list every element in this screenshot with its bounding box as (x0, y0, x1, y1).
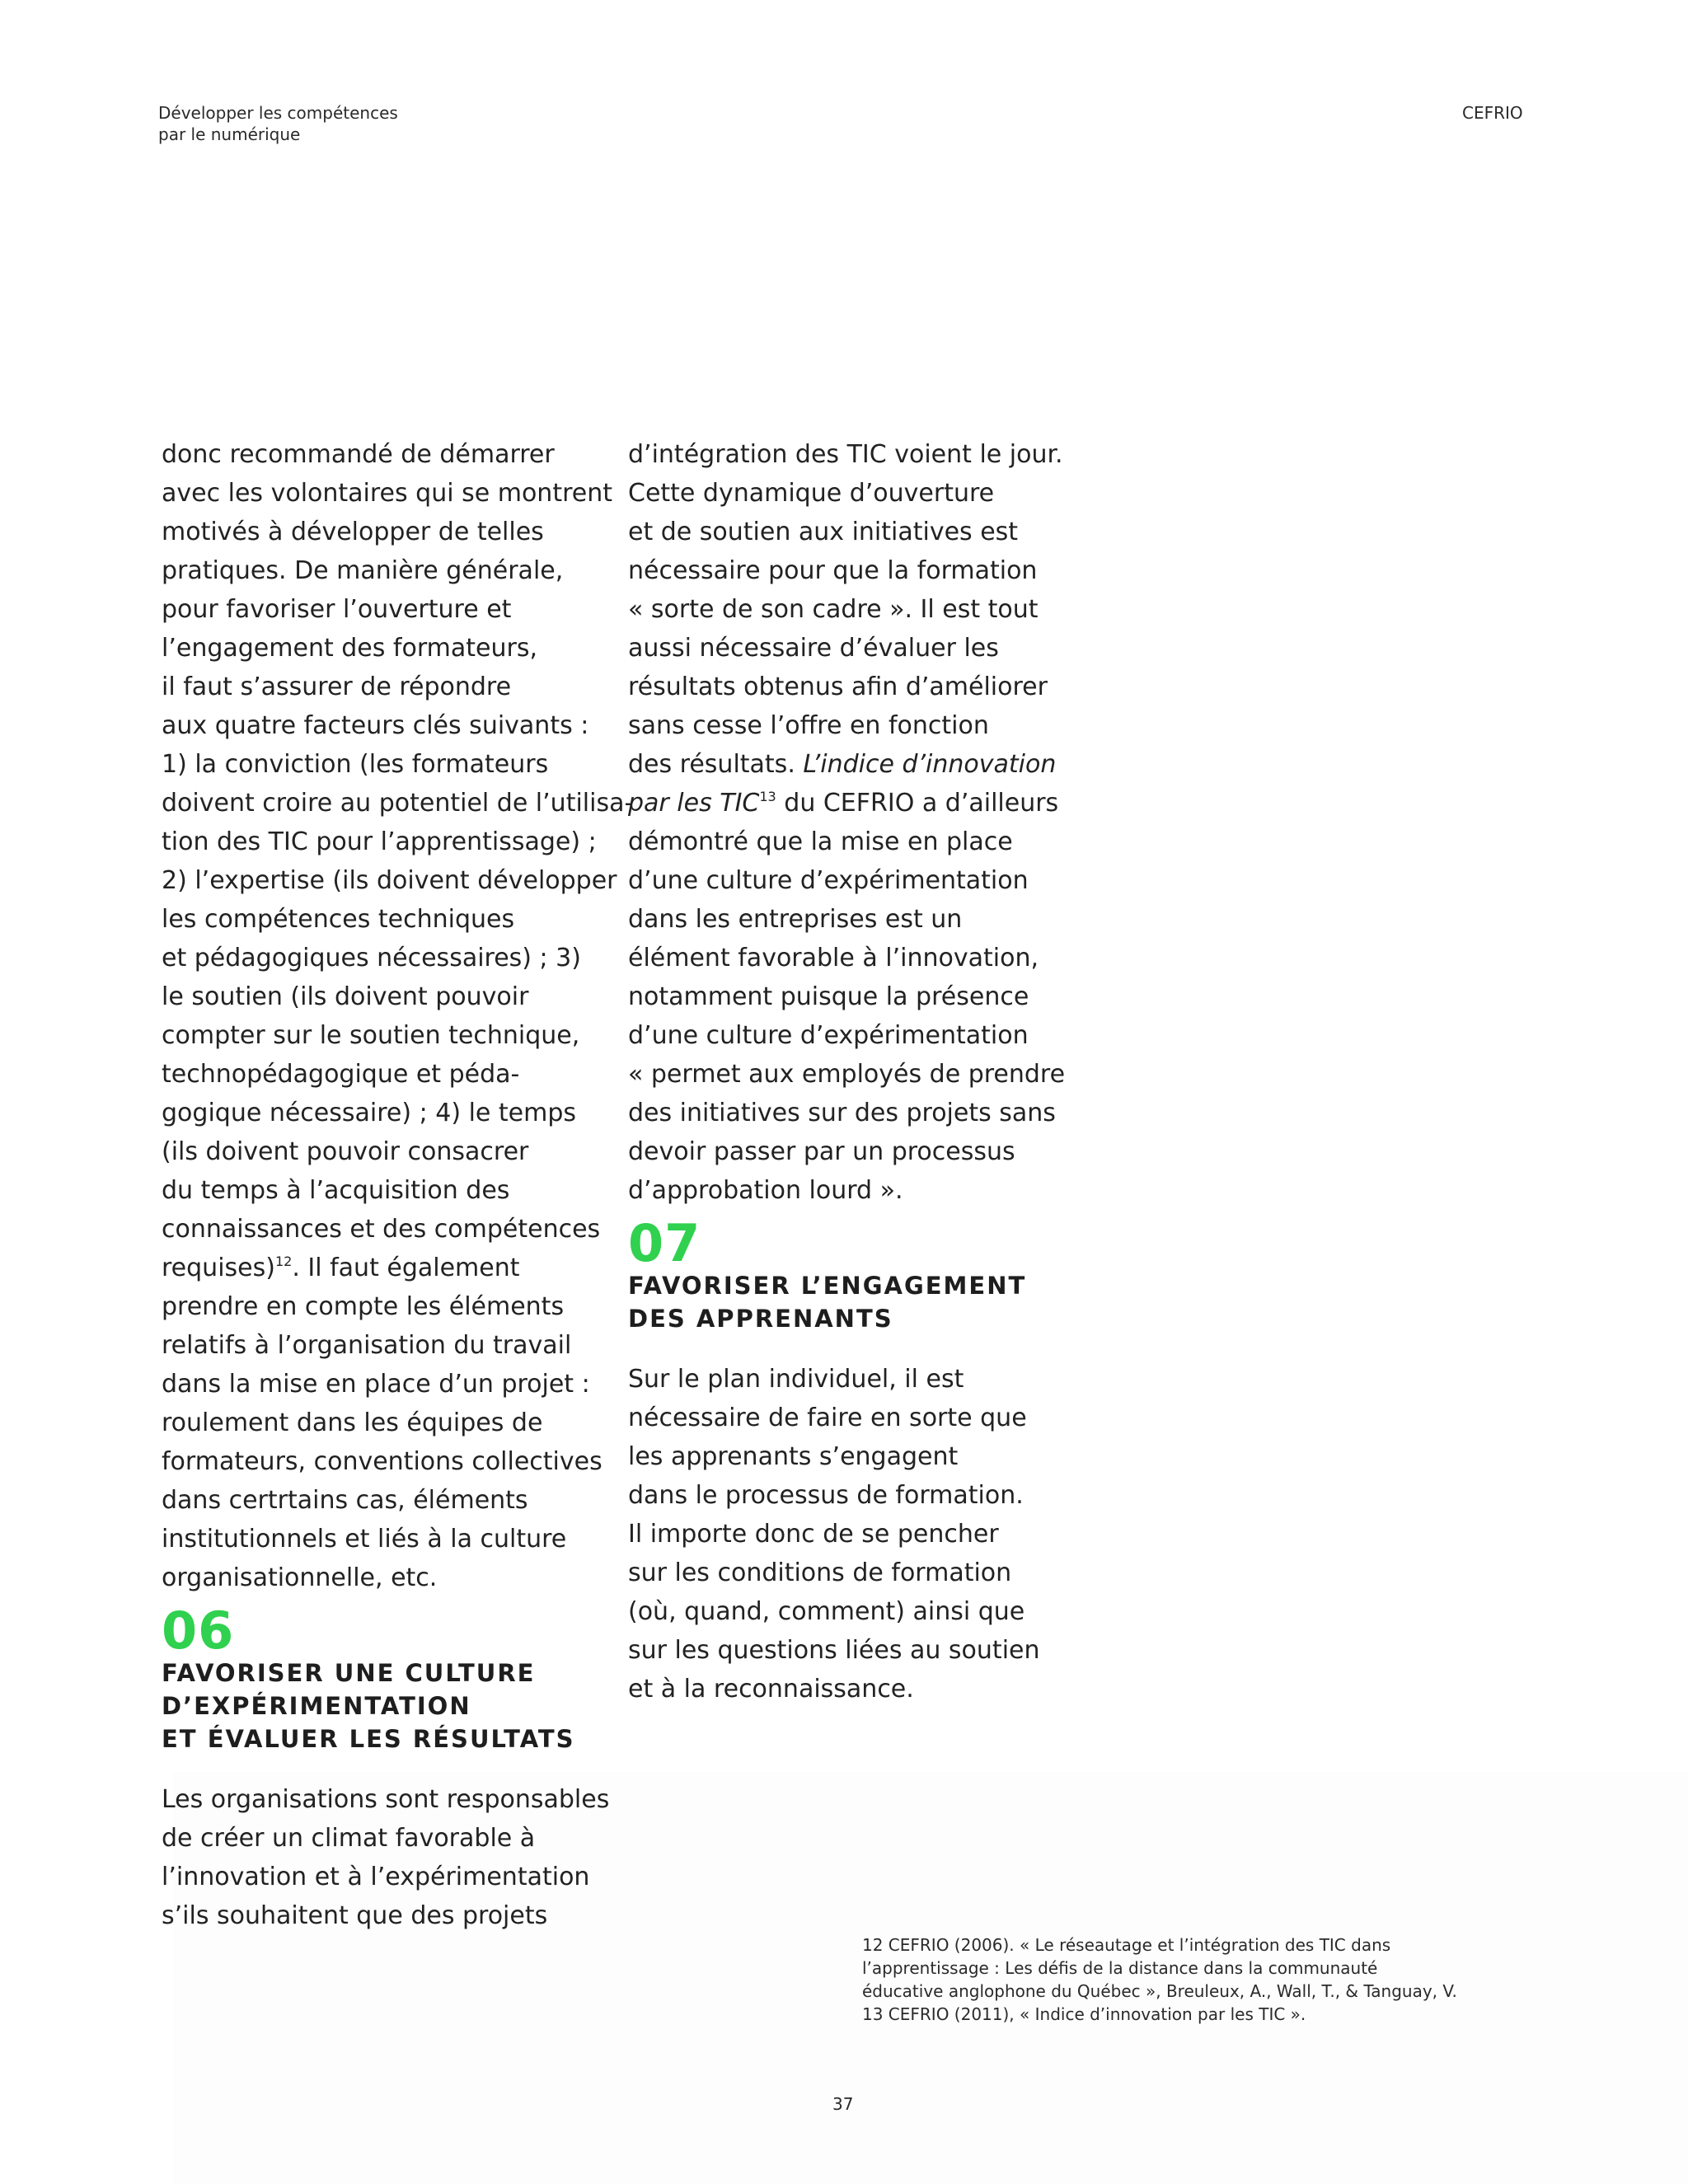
header-title-line: par le numérique (158, 124, 301, 144)
body-line: il faut s’assurer de répondre (162, 673, 512, 701)
body-line: donc recommandé de démarrer (162, 440, 555, 469)
body-line: nécessaire de faire en sorte que (628, 1404, 1027, 1432)
section-title-line: D’EXPÉRIMENTATION (162, 1692, 471, 1720)
body-line: sur les questions liées au soutien (628, 1636, 1040, 1665)
footnote-line: éducative anglophone du Québec », Breuleux, A., Wall, T., & Tanguay, V. (862, 1981, 1457, 2001)
body-line: sans cesse l’offre en fonction (628, 711, 989, 740)
text-fragment: . Il faut également (292, 1254, 520, 1282)
text-fragment: des résultats. (628, 750, 804, 779)
body-line: 1) la conviction (les formateurs (162, 750, 549, 779)
body-line: tion des TIC pour l’apprentissage) ; (162, 827, 597, 856)
body-line: 2) l’expertise (ils doivent développer (162, 866, 617, 895)
body-line: (ils doivent pouvoir consacrer (162, 1137, 529, 1166)
body-line: et pédagogiques nécessaires) ; 3) (162, 944, 581, 972)
body-line: avec les volontaires qui se montrent (162, 479, 612, 508)
body-line: résultats obtenus afin d’améliorer (628, 673, 1048, 701)
section-06-heading (162, 1601, 623, 1755)
body-line: « sorte de son cadre ». Il est tout (628, 595, 1039, 624)
section-title-line: ET ÉVALUER LES RÉSULTATS (162, 1725, 575, 1753)
body-line: notamment puisque la présence (628, 982, 1029, 1011)
italic-title-fragment: par les TIC (628, 789, 760, 818)
section-number: 06 (162, 1601, 235, 1661)
body-line: les apprenants s’engagent (628, 1442, 959, 1471)
body-line: technopédagogique et péda- (162, 1060, 520, 1089)
body-line: le soutien (ils doivent pouvoir (162, 982, 529, 1011)
body-line: du temps à l’acquisition des (162, 1176, 510, 1205)
body-line: organisationnelle, etc. (162, 1563, 438, 1592)
body-line: roulement dans les équipes de (162, 1408, 543, 1437)
body-line: d’une culture d’expérimentation (628, 866, 1029, 895)
body-line: doivent croire au potentiel de l’utilisa- (162, 789, 634, 818)
body-line: (où, quand, comment) ainsi que (628, 1597, 1025, 1626)
body-line: devoir passer par un processus (628, 1137, 1015, 1166)
running-header-title (158, 102, 398, 145)
body-line: institutionnels et liés à la culture (162, 1525, 567, 1554)
body-line: nécessaire pour que la formation (628, 556, 1038, 585)
body-line: d’une culture d’expérimentation (628, 1021, 1029, 1050)
section-number: 07 (628, 1213, 701, 1273)
body-line: démontré que la mise en place (628, 827, 1013, 856)
footnote-line: l’apprentissage : Les défis de la distance dans la communauté (862, 1958, 1378, 1978)
body-line: d’approbation lourd ». (628, 1176, 903, 1205)
body-line: motivés à développer de telles (162, 518, 544, 546)
italic-title-fragment: L’indice d’innovation (803, 750, 1057, 779)
body-line: Il importe donc de se pencher (628, 1520, 999, 1549)
body-line: l’innovation et à l’expérimentation (162, 1863, 590, 1891)
section-title-line: FAVORISER L’ENGAGEMENT (628, 1272, 1027, 1300)
body-line: connaissances et des compétences (162, 1215, 601, 1244)
section-07-heading (628, 1213, 1090, 1335)
right-column (628, 435, 1090, 1708)
body-line: aussi nécessaire d’évaluer les (628, 634, 999, 663)
text-fragment: du CEFRIO a d’ailleurs (776, 789, 1059, 818)
body-line: dans certrtains cas, éléments (162, 1486, 528, 1515)
text-fragment: requises) (162, 1254, 275, 1282)
body-line: l’engagement des formateurs, (162, 634, 537, 663)
left-column (162, 435, 634, 1935)
header-title-line: Développer les compétences (158, 103, 398, 123)
body-line: les compétences techniques (162, 905, 515, 934)
body-line: dans les entreprises est un (628, 905, 963, 934)
body-line-footnote-ref (628, 784, 1090, 823)
body-line: d’intégration des TIC voient le jour. (628, 440, 1063, 469)
body-line: gogique nécessaire) ; 4) le temps (162, 1099, 577, 1127)
body-line: élément favorable à l’innovation, (628, 944, 1039, 972)
body-line: Cette dynamique d’ouverture (628, 479, 995, 508)
page-number: 37 (832, 2094, 854, 2114)
body-line-footnote-ref (162, 1249, 623, 1287)
body-line: de créer un climat favorable à (162, 1824, 536, 1853)
body-line: compter sur le soutien technique, (162, 1021, 580, 1050)
footnote-line: 13 CEFRIO (2011), « Indice d’innovation par les TIC ». (862, 2004, 1306, 2024)
section-title-line: FAVORISER UNE CULTURE (162, 1659, 536, 1687)
body-line: des initiatives sur des projets sans (628, 1099, 1056, 1127)
body-line: pour favoriser l’ouverture et (162, 595, 512, 624)
body-line: « permet aux employés de prendre (628, 1060, 1066, 1089)
footnote-ref-13: 13 (759, 789, 776, 804)
body-line: Les organisations sont responsables (162, 1785, 610, 1814)
footnote-line: 12 CEFRIO (2006). « Le réseautage et l’intégration des TIC dans (862, 1935, 1391, 1955)
running-header-publisher: CEFRIO (1462, 103, 1523, 123)
section-title-line: DES APPRENANTS (628, 1305, 893, 1333)
body-line: s’ils souhaitent que des projets (162, 1901, 548, 1930)
body-line: aux quatre facteurs clés suivants : (162, 711, 589, 740)
body-line: prendre en compte les éléments (162, 1292, 565, 1321)
footnote-ref-12: 12 (274, 1254, 293, 1269)
body-line: sur les conditions de formation (628, 1558, 1012, 1587)
body-line: et à la reconnaissance. (628, 1675, 914, 1704)
body-line: dans le processus de formation. (628, 1481, 1024, 1510)
body-line: dans la mise en place d’un projet : (162, 1370, 590, 1399)
footnotes (862, 1933, 1538, 2026)
body-line-italic (628, 745, 1090, 784)
body-line: pratiques. De manière générale, (162, 556, 564, 585)
body-line: relatifs à l’organisation du travail (162, 1331, 572, 1360)
body-line: Sur le plan individuel, il est (628, 1365, 964, 1394)
body-line: formateurs, conventions collectives (162, 1447, 603, 1476)
body-line: et de soutien aux initiatives est (628, 518, 1019, 546)
